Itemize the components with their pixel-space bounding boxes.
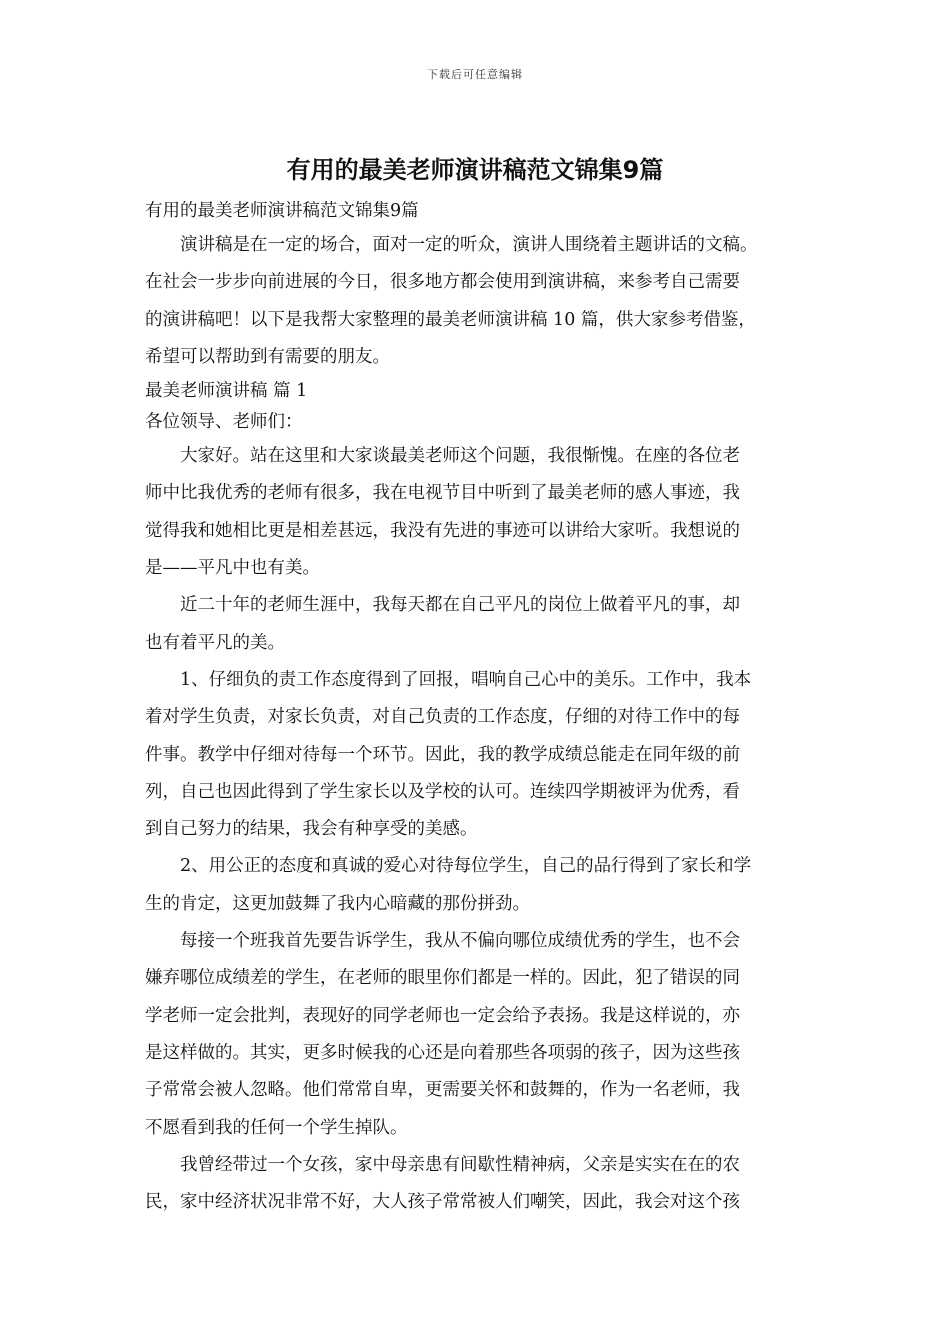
text-line: 是这样做的。其实，更多时候我的心还是向着那些各项弱的孩子，因为这些孩 xyxy=(145,1042,740,1063)
text-line: 是——平凡中也有美。 xyxy=(145,558,320,579)
text-line: 觉得我和她相比更是相差甚远，我没有先进的事迹可以讲给大家听。我想说的 xyxy=(145,520,740,541)
body-paragraph xyxy=(145,587,813,662)
intro-paragraph xyxy=(145,227,813,376)
text-line: 每接一个班我首先要告诉学生，我从不偏向哪位成绩优秀的学生，也不会 xyxy=(180,931,740,952)
text-line: 1、仔细负的责工作态度得到了回报，唱响自己心中的美乐。工作中，我本 xyxy=(180,669,752,690)
text-line: 演讲稿是在一定的场合，面对一定的听众，演讲人围绕着主题讲话的文稿。 xyxy=(180,235,758,255)
text-line: 列，自己也因此得到了学生家长以及学校的认可。连续四学期被评为优秀，看 xyxy=(145,781,740,802)
text-line: 学老师一定会批判，表现好的同学老师也一定会给予表扬。我是这样说的，亦 xyxy=(145,1005,740,1026)
text-line: 师中比我优秀的老师有很多，我在电视节目中听到了最美老师的感人事迹，我 xyxy=(145,483,740,504)
text-line: 着对学生负责，对家长负责，对自己负责的工作态度，仔细的对待工作中的每 xyxy=(145,707,740,728)
header-note: 下载后可任意编辑 xyxy=(427,68,523,81)
greeting-line: 各位领导、老师们： xyxy=(145,412,303,433)
body-paragraph xyxy=(145,923,813,1147)
text-line: 在社会一步步向前进展的今日，很多地方都会使用到演讲稿，来参考自己需要 xyxy=(145,272,740,293)
text-line: 2、用公正的态度和真诚的爱心对待每位学生，自己的品行得到了家长和学 xyxy=(180,856,752,877)
text-line: 到自己努力的结果，我会有种享受的美感。 xyxy=(145,819,478,840)
text-line: 子常常会被人忽略。他们常常自卑，更需要关怀和鼓舞的，作为一名老师，我 xyxy=(145,1080,740,1101)
section-heading: 最美老师演讲稿 篇 1 xyxy=(145,381,308,402)
body-paragraph xyxy=(145,438,813,587)
document-subtitle: 有用的最美老师演讲稿范文锦集9篇 xyxy=(145,201,419,221)
body-paragraph xyxy=(145,848,813,923)
text-line: 民，家中经济状况非常不好，大人孩子常常被人们嘲笑，因此，我会对这个孩 xyxy=(145,1192,740,1213)
text-line: 生的肯定，这更加鼓舞了我内心暗藏的那份拼劲。 xyxy=(145,893,530,914)
text-line: 的演讲稿吧！以下是我帮大家整理的最美老师演讲稿 10 篇，供大家参考借鉴， xyxy=(145,309,756,330)
document-title: 有用的最美老师演讲稿范文锦集9篇 xyxy=(286,156,664,184)
text-line: 嫌弃哪位成绩差的学生，在老师的眼里你们都是一样的。因此，犯了错误的同 xyxy=(145,968,740,989)
body-paragraph xyxy=(145,662,813,848)
text-line: 不愿看到我的任何一个学生掉队。 xyxy=(145,1117,408,1138)
text-line: 也有着平凡的美。 xyxy=(145,632,285,653)
text-line: 近二十年的老师生涯中，我每天都在自己平凡的岗位上做着平凡的事，却 xyxy=(180,595,740,616)
text-line: 希望可以帮助到有需要的朋友。 xyxy=(145,346,390,367)
text-line: 件事。教学中仔细对待每一个环节。因此，我的教学成绩总能走在同年级的前 xyxy=(145,744,740,765)
document-body xyxy=(145,196,813,1221)
text-line: 我曾经带过一个女孩，家中母亲患有间歇性精神病，父亲是实实在在的农 xyxy=(180,1154,740,1175)
body-paragraph xyxy=(145,1147,813,1222)
text-line: 大家好。站在这里和大家谈最美老师这个问题，我很惭愧。在座的各位老 xyxy=(180,446,740,467)
